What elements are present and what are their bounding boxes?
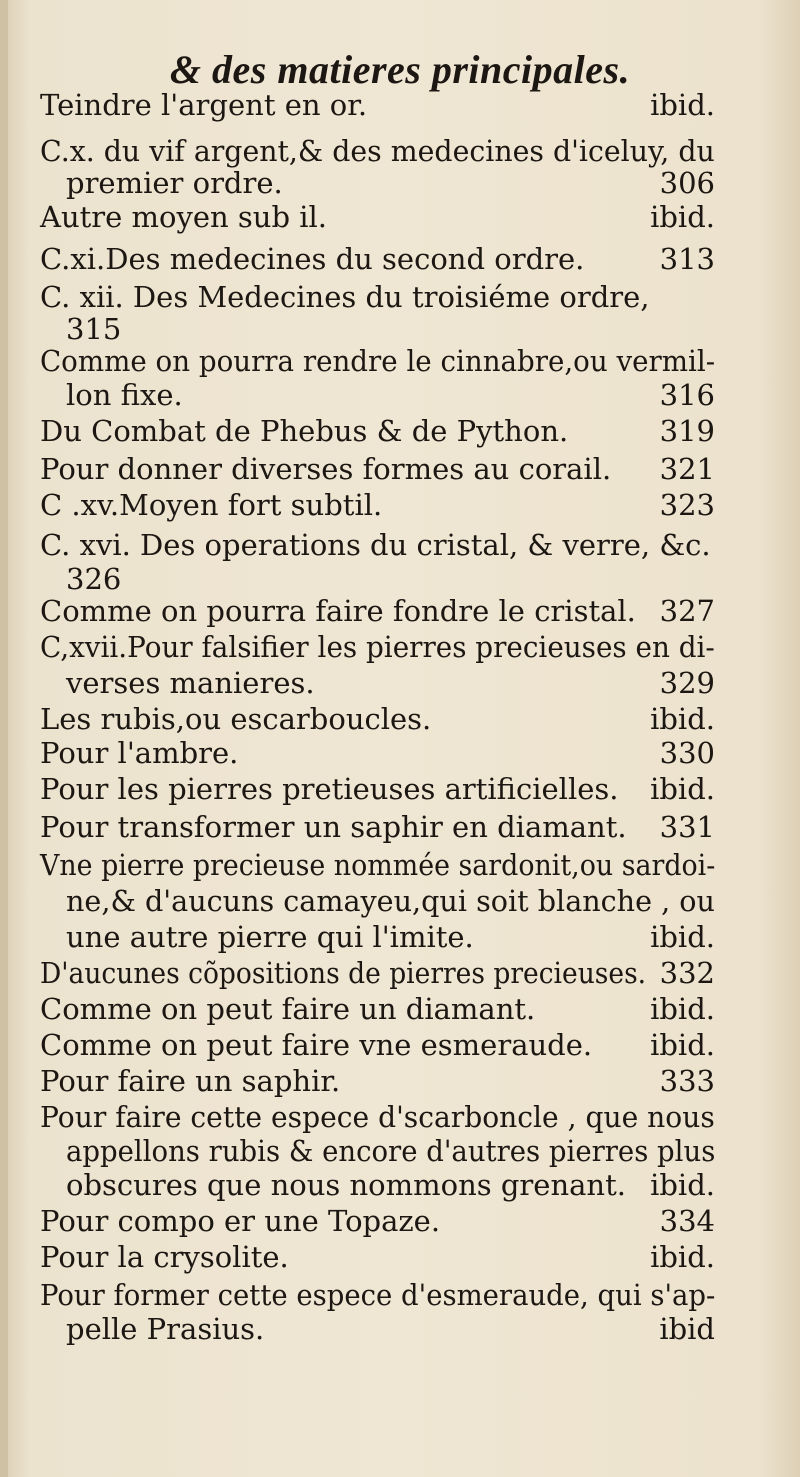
entry-text: C.x. du vif argent,& des medecines d'iceluy, du [40,134,715,168]
entry-page: 331 [659,810,715,844]
entry-text: Teindre l'argent en or. [40,88,368,122]
entry-page: 334 [659,1204,715,1238]
entry-text: Autre moyen sub il. [40,200,328,234]
entry-page: 327 [659,594,715,628]
entry-page: ibid. [650,992,715,1026]
entry-text: 315 [66,312,122,346]
entry-text: Les rubis,ou escarboucles. [40,702,432,736]
entry-text: Pour transformer un saphir en diamant. [40,810,627,844]
entry-page: 319 [659,414,715,448]
entry-text: Comme on peut faire un diamant. [40,992,536,1026]
entry-text: Pour donner diverses formes au corail. [40,452,612,486]
entry-text: Pour la crysolite. [40,1240,289,1274]
entry-text: lon fixe. [66,378,183,412]
page-gutter [0,0,8,1477]
entry-page: 321 [659,452,715,486]
entry-page: 306 [659,166,715,200]
entry-page: 316 [659,378,715,412]
entry-text: C. xii. Des Medecines du troisiéme ordre, [40,280,650,314]
entry-page: ibid. [650,200,715,234]
entry-text: Comme on peut faire vne esmeraude. [40,1028,593,1062]
entry-text: Comme on pourra faire fondre le cristal. [40,594,636,628]
index-entry [40,194,715,240]
entry-text: obscures que nous nommons grenant. [66,1168,626,1202]
entry-text: pelle Prasius. [66,1312,265,1346]
entry-page: ibid. [650,1028,715,1062]
entry-text: verses manieres. [66,666,315,700]
entry-text: Pour faire cette espece d'scarboncle , que nous [40,1100,715,1134]
entry-text: Du Combat de Phebus & de Python. [40,414,569,448]
entry-text: Pour faire un saphir. [40,1064,341,1098]
entry-page: ibid. [650,920,715,954]
entry-text: ne,& d'aucuns camayeu,qui soit blanche , ou [66,884,715,918]
entry-text: Comme on pourra rendre le cinnabre,ou vermil- [40,344,716,378]
entry-page: 330 [659,736,715,770]
entry-page: 313 [659,242,715,276]
entry-text: premier ordre. [66,166,283,200]
entry-text: 326 [66,562,122,596]
entry-page: 332 [659,956,715,990]
index-entry [40,1306,715,1352]
index-entry [40,82,715,128]
entry-text: C,xvii.Pour falsifier les pierres precieuses en di- [40,630,715,664]
entry-page: ibid. [650,1240,715,1274]
entry-page: ibid. [650,88,715,122]
entry-text: Pour former cette espece d'esmeraude, qui s'ap- [40,1278,716,1312]
entry-text: appellons rubis & encore d'autres pierres plus [66,1134,716,1168]
running-header: & des matieres principales. [169,47,631,92]
entry-page: ibid. [650,702,715,736]
entry-text: Pour compo er une Topaze. [40,1204,441,1238]
entry-text: Pour les pierres pretieuses artificielles. [40,772,619,806]
entry-text: C .xv.Moyen fort subtil. [40,488,383,522]
entry-page: ibid [659,1312,715,1346]
entry-page: 329 [659,666,715,700]
entry-text: D'aucunes cõpositions de pierres precieuses. [40,956,647,990]
entry-page: ibid. [650,1168,715,1202]
entry-page: 333 [659,1064,715,1098]
entry-text: C. xvi. Des operations du cristal, & verre, &c. [40,528,711,562]
entry-text: une autre pierre qui l'imite. [66,920,474,954]
entry-page: 323 [659,488,715,522]
entry-page: ibid. [650,772,715,806]
entry-text: Pour l'ambre. [40,736,239,770]
entry-text: C.xi.Des medecines du second ordre. [40,242,585,276]
entry-text: Vne pierre precieuse nommée sardonit,ou sardoi- [40,848,716,882]
